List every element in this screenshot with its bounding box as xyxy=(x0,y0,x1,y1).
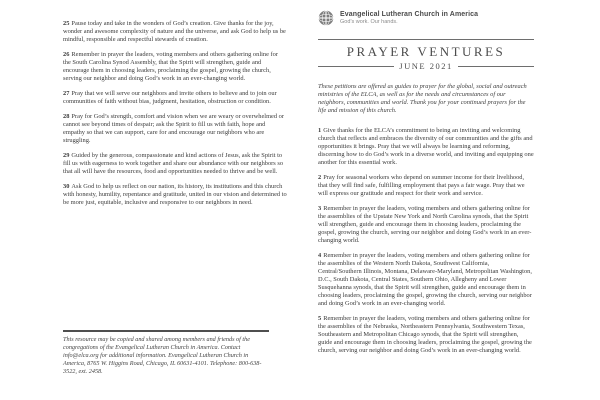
item-number: 5 xyxy=(318,315,322,322)
item-number: 28 xyxy=(63,113,70,120)
item-text: Pray that we will serve our neighbors and invite others to believe and to join our communities of faith without bias, judgment, hesitation, obstruction or condition. xyxy=(63,90,277,105)
org-tagline: God’s work. Our hands. xyxy=(340,19,398,25)
prayer-item-2 xyxy=(318,174,534,198)
prayer-item-30 xyxy=(63,183,287,207)
prayer-item-26 xyxy=(63,51,287,83)
left-column xyxy=(63,20,287,214)
item-number: 25 xyxy=(63,20,70,27)
elca-globe-cross-icon xyxy=(318,10,334,26)
item-number: 4 xyxy=(318,252,322,259)
prayer-item-28 xyxy=(63,113,287,145)
item-text: Remember in prayer the leaders, voting members and others gathering online for the assemblies of the Upstate New York and North Carolina synods, that the Spirit will strengthen, guide and encourage them in choosing leaders, proclaiming the gospel, growing the church, serving our neighbor and doing God’s work in an ever-changing world. xyxy=(318,205,532,244)
issue-date: JUNE 2021 xyxy=(399,61,453,71)
masthead-subtitle-row xyxy=(318,61,534,71)
org-name: Evangelical Lutheran Church in America xyxy=(340,11,479,18)
item-text: Remember in prayer the leaders, voting members and others gathering online for the assemblies of the Western North Dakota, Southwest California, Central/Southern Illinois, Montana, Delaware-Maryland, Metropolitan Washington, D.C., South Dakota, Central States, Southern Ohio, Allegheny and Lower Susquehanna synods, that the Spirit will strengthen, guide and encourage them in choosing leaders, proclaiming the gospel, growing the church, serving our neighbor and doing God’s work in an ever-changing world. xyxy=(318,252,532,307)
item-text: Remember in prayer the leaders, voting members and others gathering online for the South Carolina Synod Assembly, that the Spirit will strengthen, guide and encourage them in choosing leaders, proclaiming the gospel, growing the church, serving our neighbor and doing God’s work in an ever-changing world. xyxy=(63,51,278,82)
prayer-item-5 xyxy=(318,315,534,355)
item-number: 3 xyxy=(318,205,322,212)
item-text: Give thanks for the ELCA’s commitment to being an inviting and welcoming church that reflects and embraces the diversity of our communities and the gifts and opportunities it brings. Pray that we will always be learning and reforming, discerning how to do God’s work in a diverse world, and inviting and equipping one another for this essential work. xyxy=(318,127,534,166)
prayer-item-29 xyxy=(63,152,287,176)
item-text: Ask God to help us reflect on our nation, its history, its institutions and this church with honesty, humility, repentance and gratitude, united in our vision and determined to be more just, equitable, inclusive and responsive to our neighbors in need. xyxy=(63,183,287,206)
item-number: 29 xyxy=(63,152,70,159)
item-text: Guided by the generous, compassionate and kind actions of Jesus, ask the Spirit to fill us with eagerness to work together and share our abundance with our neighbors so that all will have the resources, food and opportunities needed to thrive and be well. xyxy=(63,152,284,175)
prayer-item-27 xyxy=(63,90,287,106)
elca-logo xyxy=(318,10,534,26)
copyright-footer: This resource may be copied and shared among members and friends of the congregations of the Evangelical Lutheran Church in America. Contact info@elca.org for additional information. Evangelical Lutheran Church in America, 8765 W. Higgins Road, Chicago, IL 60631-4101. Telephone: 800-638-3522, ext. 2458. xyxy=(63,330,269,376)
item-number: 30 xyxy=(63,183,70,190)
prayer-item-3 xyxy=(318,205,534,245)
logo-text-block xyxy=(340,10,478,26)
subtitle-rule-right xyxy=(458,66,534,67)
subtitle-rule-left xyxy=(318,66,394,67)
item-number: 27 xyxy=(63,90,70,97)
item-number: 2 xyxy=(318,174,322,181)
prayer-item-25 xyxy=(63,20,287,44)
page-title: PRAYER VENTURES xyxy=(346,44,506,59)
prayer-item-1 xyxy=(318,127,534,167)
item-text: Pray for seasonal workers who depend on summer income for their livelihood, that they will find safe, fulfilling employment that pays a fair wage. Pray that we will express our gratitude and respect for their work and service. xyxy=(318,174,525,197)
item-number: 26 xyxy=(63,51,70,58)
right-column xyxy=(318,10,534,362)
prayer-item-4 xyxy=(318,252,534,308)
item-number: 1 xyxy=(318,127,322,134)
item-text: Pause today and take in the wonders of God’s creation. Give thanks for the joy, wonder and awesome complexity of nature and the universe, and ask God to help us be mindful, responsible and respectful stewards of creation. xyxy=(63,20,286,43)
masthead xyxy=(318,39,534,71)
intro-paragraph: These petitions are offered as guides to prayer for the global, social and outreach ministries of the ELCA, as well as for the needs and circumstances of our neighbors, communities and world. Thank you for your continued prayers for the life and mission of this church. xyxy=(318,83,527,114)
item-text: Pray for God’s strength, comfort and vision when we are weary or overwhelmed or cannot see beyond times of despair; ask the Spirit to fill us with faith, hope and empathy so that we can support, care for and encourage our neighbors who are struggling. xyxy=(63,113,284,144)
item-text: Remember in prayer the leaders, voting members and others gathering online for the assemblies of the Nebraska, Northeastern Pennsylvania, Southwestern Texas, Southeastern and Metropolitan Chicago synods, that the Spirit will strengthen, guide and encourage them in choosing leaders, proclaiming the gospel, growing the church, serving our neighbor and doing God’s work in an ever-changing world. xyxy=(318,315,532,354)
